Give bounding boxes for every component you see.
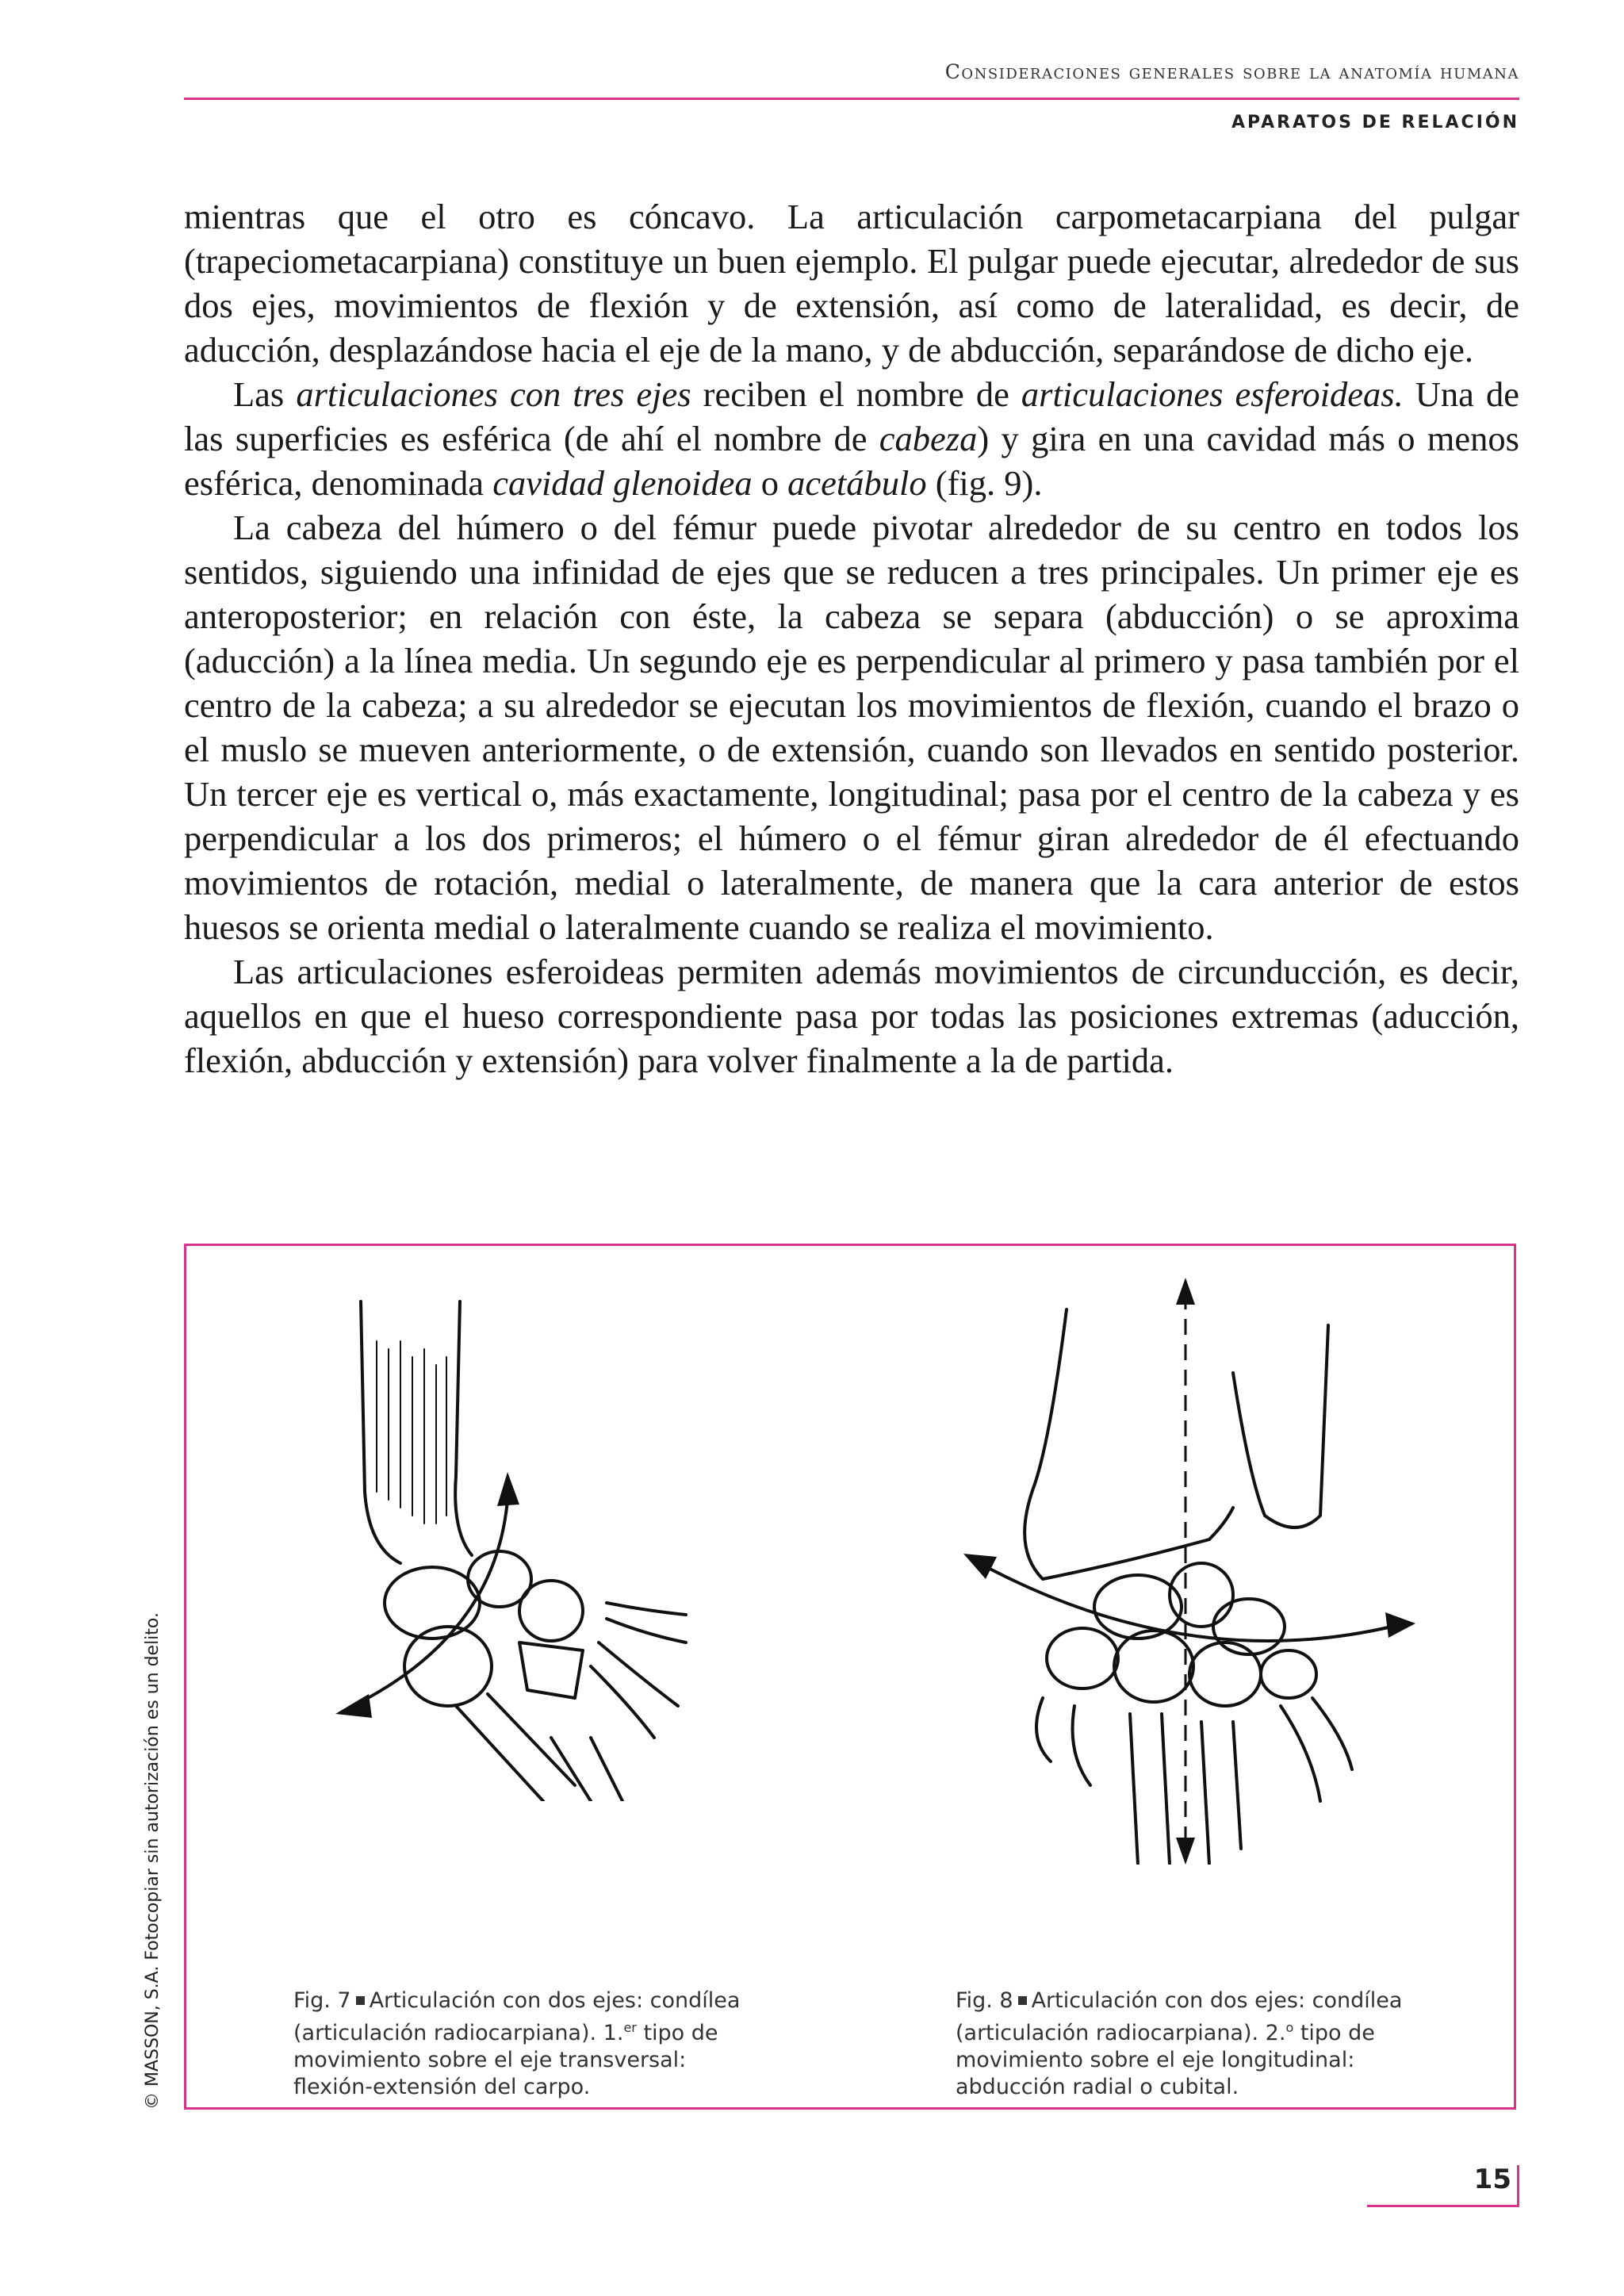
body-text — [184, 194, 1519, 1083]
p2-text: Las — [233, 374, 297, 414]
caption-line: tipo de — [1293, 2021, 1375, 2045]
caption-line: tipo de — [636, 2021, 718, 2045]
p2-text: ) y gira en una cavidad más o menos esférica, denominada — [184, 419, 1519, 503]
paragraph-4: Las articulaciones esferoideas permiten además movimientos de circunducción, es decir, aquellos en que el hueso correspondiente pasa por todas las posiciones extremas (aducción, flexión, abducción y extensión) para volver finalmente a la de partida. — [184, 952, 1519, 1080]
p2-text: Una de las superficies es esférica (de ahí el nombre de — [184, 374, 1519, 458]
figure-box — [184, 1244, 1516, 2110]
p2-term: cavidad glenoidea — [492, 463, 753, 503]
figure-7-caption — [293, 1987, 785, 2101]
bullet-square-icon — [1018, 1996, 1027, 2005]
caption-superscript: er — [623, 2020, 637, 2035]
caption-line: movimiento sobre el eje transversal: — [293, 2048, 687, 2072]
caption-line: (articulación radiocarpiana). 1. — [293, 2021, 624, 2045]
caption-line: (articulación radiocarpiana). 2. — [956, 2021, 1286, 2045]
p2-text: reciben el nombre de — [691, 374, 1021, 414]
header-rule — [184, 98, 1519, 100]
figure-7-label: Fig. 7 — [293, 1988, 351, 2013]
caption-line: Articulación con dos ejes: condílea — [369, 1988, 741, 2013]
p2-term: articulaciones con tres ejes — [296, 374, 691, 414]
p2-term: articulaciones esferoideas. — [1021, 374, 1404, 414]
p2-term: cabeza — [879, 419, 978, 458]
wrist-lateral-illustration — [289, 1294, 797, 1801]
wrist-frontal-illustration — [948, 1278, 1455, 1865]
p2-text: o — [752, 463, 788, 503]
page-number-rule — [1367, 2205, 1519, 2207]
caption-line: movimiento sobre el eje longitudinal: — [956, 2048, 1355, 2072]
caption-superscript: o — [1285, 2020, 1294, 2035]
paragraph-2 — [184, 372, 1519, 505]
figure-8-label: Fig. 8 — [956, 1988, 1013, 2013]
bullet-square-icon — [356, 1996, 365, 2005]
figure-8-caption — [956, 1987, 1447, 2101]
paragraph-3: La cabeza del húmero o del fémur puede pivotar alrededor de su centro en todos los sentidos, siguiendo una infinidad de ejes que se reducen a tres principales. Un primer eje es anteroposterior; en relación con éste, la cabeza se separa (abducción) o se aproxima (aducción) a la línea media. Un segundo eje es perpendicular al primero y pasa también por el centro de la cabeza; a su alrededor se ejecutan los movimientos de flexión, cuando el brazo o el muslo se mueven anteriormente, o de extensión, cuando son llevados en sentido posterior. Un tercer eje es vertical o, más exactamente, longitudinal; pasa por el centro de la cabeza y es perpendicular a los dos primeros; el húmero o el fémur giran alrededor de él efectuando movimientos de rotación, medial o lateralmente, de manera que la cara anterior de estos huesos se orienta medial o lateralmente cuando se realiza el movimiento. — [184, 508, 1519, 947]
page-number-rule-vertical — [1517, 2165, 1519, 2207]
p2-term: acetábulo — [787, 463, 927, 503]
p2-text: (fig. 9). — [926, 463, 1043, 503]
caption-line: Articulación con dos ejes: condílea — [1031, 1988, 1403, 2013]
copyright-note: © MASSON, S.A. Fotocopiar sin autorización es un delito. — [143, 1612, 163, 2110]
running-title: Consideraciones generales sobre la anatomía humana — [944, 60, 1519, 83]
caption-line: abducción radial o cubital. — [956, 2075, 1239, 2099]
page-number: 15 — [1473, 2164, 1511, 2195]
caption-line: flexión-extensión del carpo. — [293, 2075, 591, 2099]
paragraph-1: mientras que el otro es cóncavo. La articulación carpometacarpiana del pulgar (trapeciometacarpiana) constituye un buen ejemplo. El pulgar puede ejecutar, alrededor de sus dos ejes, movimientos de flexión y de extensión, así como de lateralidad, es decir, de aducción, desplazándose hacia el eje de la mano, y de abducción, separándose de dicho eje. — [184, 197, 1519, 370]
section-title: APARATOS DE RELACIÓN — [1231, 113, 1519, 132]
